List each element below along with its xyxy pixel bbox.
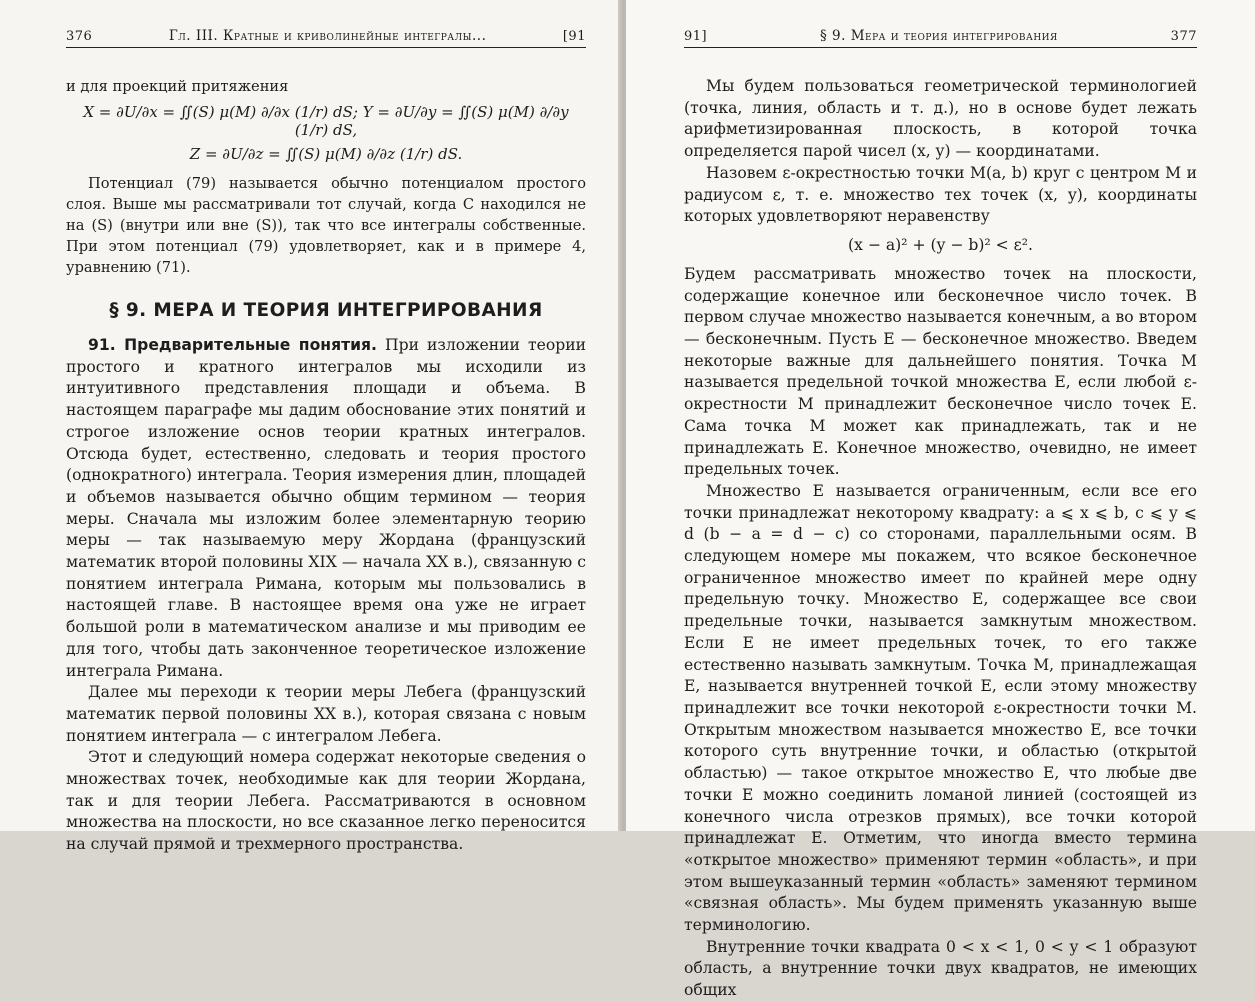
- formula-xy: X = ∂U/∂x = ∬(S) μ(M) ∂/∂x (1/r) dS; Y = ∂U/∂y = ∬(S) μ(M) ∂/∂y (1/r) dS,: [83, 103, 569, 139]
- sets-paragraph: Этот и следующий номера содержат некоторые сведения о множествах точек, необходимые как для теории Жордана, так и для теории Лебега. Рассматриваются в основном множества на плоскости, но все сказанное легко переносится на случай прямой и трехмерного пространства.: [66, 748, 586, 854]
- intro-line: и для проекций притяжения: [66, 78, 289, 95]
- right-paragraph-1: Мы будем пользоваться геометрической терминологией (точка, линия, область и т. д.), но в основе будет лежать арифметизированная плоскость, в которой точка определяется парой чисел (x, y) — координатами.: [684, 77, 1197, 161]
- right-header-title: § 9. Мера и теория интегрирования: [820, 28, 1058, 44]
- left-page: [0, 0, 622, 854]
- lebesgue-paragraph: Далее мы переходи к теории меры Лебега (французский математик первой половины XX в.), которая связана с новым понятием интеграла — с интегралом Лебега.: [66, 683, 586, 745]
- left-running-head: [66, 28, 586, 48]
- inequality-formula: (x − a)² + (y − b)² < ε².: [848, 235, 1033, 254]
- formula-z: Z = ∂U/∂z = ∬(S) μ(M) ∂/∂z (1/r) dS.: [189, 145, 463, 163]
- section-title: § 9. МЕРА И ТЕОРИЯ ИНТЕГРИРОВАНИЯ: [109, 300, 543, 321]
- right-page-number: 377: [1170, 29, 1197, 44]
- left-header-bracket: [91: [562, 29, 586, 44]
- right-header-bracket: 91]: [684, 29, 708, 44]
- right-paragraph-5: Внутренние точки квадрата 0 < x < 1, 0 < y < 1 образуют область, а внутренние точки двух квадратов, не имеющих общих: [684, 937, 1197, 1000]
- right-running-head: [684, 28, 1197, 48]
- paragraph-91: [66, 335, 586, 682]
- paragraph-91-lead: 91. Предварительные понятия.: [88, 336, 377, 354]
- left-header-title: Гл. III. Кратные и криволинейные интегралы...: [168, 28, 487, 44]
- right-page: [626, 0, 1255, 1000]
- left-page-number: 376: [66, 29, 93, 44]
- right-paragraph-4: Множество E называется ограниченным, если все его точки принадлежат некоторому квадрату: a ⩽ x ⩽ b, c ⩽ y ⩽ d (b − a = d − c) со сторонами, параллельными осям. В следующем номере мы покажем, что всякое бесконечное ограниченное множество имеет по крайней мере одну предельную точку. Множество E, содержащее все свои предельные точки, называется замкнутым множеством. Если E не имеет предельных точек, то его также естественно называть замкнутым. Точка M, принадлежащая E, называется внутренней точкой E, если этому множеству принадлежит все точки некоторой ε-окрестности точки M. Открытым множеством называется множество E, все точки которого суть внутренние точки, и областью (открытой областью) — такое открытое множество E, что любые две точки E можно соединить ломаной линией (состоящей из конечного числа отрезков прямых), все точки которой принадлежат E. Отметим, что иногда вместо термина «открытое множество» применяют термин «область», и при этом вышеуказанный термин «область» заменяют термином «связная область». Мы будем применять указанную выше терминологию.: [684, 481, 1197, 935]
- potential-paragraph: Потенциал (79) называется обычно потенциалом простого слоя. Выше мы рассматривали тот случай, когда C находился не на (S) (внутри или вне (S)), так что все интегралы собственные. При этом потенциал (79) удовлетворяет, как и в примере 4, уравнению (71).: [66, 175, 586, 276]
- right-paragraph-3: Будем рассматривать множество точек на плоскости, содержащие конечное или бесконечное число точек. В первом случае множество называется конечным, а во втором — бесконечным. Пусть E — бесконечное множество. Введем некоторые важные для дальнейшего понятия. Точка M называется предельной точкой множества E, если любой ε-окрестности M принадлежит бесконечное число точек E. Сама точка M может как принадлежать, так и не принадлежать E. Конечное множество, очевидно, не имеет предельных точек.: [684, 264, 1197, 479]
- paragraph-91-text: При изложении теории простого и кратного интегралов мы исходили из интуитивного представления площади и объема. В настоящем параграфе мы дадим обоснование этих понятий и строгое изложение основ теории кратных интегралов. Отсюда будет, естественно, следовать и теория простого (однократного) интеграла. Теория измерения длин, площадей и объемов называется обычно общим термином — теория меры. Сначала мы изложим более элементарную теорию меры — так называемую меру Жордана (французский математик второй половины XIX — начала XX в.), связанную с понятием интеграла Римана, которым мы пользовались в настоящей главе. В настоящее время она уже не играет большой роли в математическом анализе и мы приводим ее для того, чтобы дать законченное теоретическое изложение интеграла Римана.: [66, 336, 586, 680]
- right-paragraph-2: Назовем ε-окрестностью точки M(a, b) круг с центром M и радиусом ε, т. е. множество тех точек (x, y), координаты которых удовлетворяют неравенству: [684, 163, 1197, 226]
